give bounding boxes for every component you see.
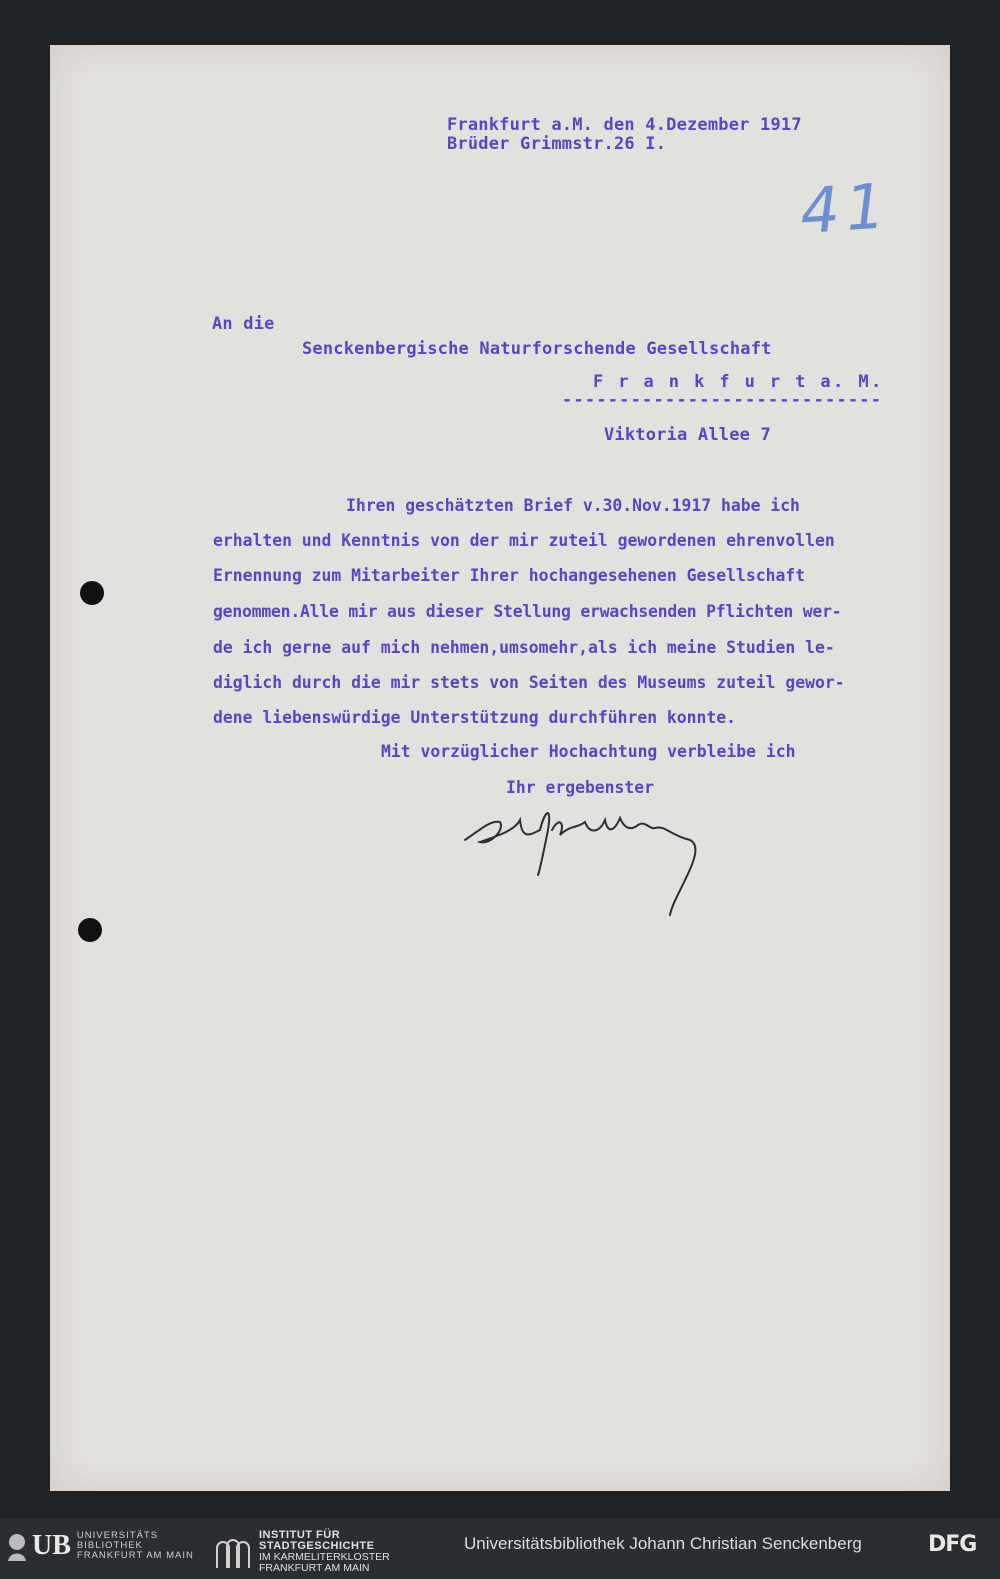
ub-letters: UB <box>32 1530 71 1561</box>
body-line-1: Ihren geschätzten Brief v.30.Nov.1917 habe ich <box>346 496 800 515</box>
letter-header-address: Brüder Grimmstr.26 I. <box>447 134 667 154</box>
isg-text-line4: FRANKFURT AM MAIN <box>259 1562 370 1574</box>
body-line-4: genommen.Alle mir aus dieser Stellung erwachsenden Pflichten wer- <box>213 602 842 621</box>
punch-hole-bottom <box>78 918 102 942</box>
ub-text-line1: UNIVERSITÄTS <box>76 1530 159 1541</box>
isg-text-line1: INSTITUT FÜR <box>259 1529 341 1541</box>
footer-title: Universitätsbibliothek Johann Christian Senckenberg <box>464 1534 862 1553</box>
isg-text-line3: IM KARMELITERKLOSTER <box>259 1551 390 1563</box>
isg-text-line2: STADTGESCHICHTE <box>259 1540 375 1552</box>
ub-logo <box>6 1530 194 1562</box>
handwritten-signature <box>460 800 720 924</box>
arches-icon <box>215 1534 251 1570</box>
closing-line: Mit vorzüglicher Hochachtung verbleibe ich <box>381 742 796 761</box>
ub-text <box>77 1531 194 1561</box>
closing-line-2: Ihr ergebenster <box>506 778 655 797</box>
letter-page <box>50 45 950 1491</box>
addressee-intro: An die <box>212 314 275 334</box>
footer-bar <box>0 1518 1000 1579</box>
addressee-city: F r a n k f u r t a. M. <box>593 372 884 392</box>
isg-logo <box>215 1530 390 1574</box>
letter-header-date: Frankfurt a.M. den 4.Dezember 1917 <box>447 115 802 135</box>
ub-text-line3: FRANKFURT AM MAIN <box>76 1550 194 1561</box>
folio-number: 41 <box>797 168 894 249</box>
body-line-2: erhalten und Kenntnis von der mir zuteil gewordenen ehrenvollen <box>213 531 835 550</box>
body-line-3: Ernennung zum Mitarbeiter Ihrer hochangesehenen Gesellschaft <box>213 566 806 585</box>
body-line-6: diglich durch die mir stets von Seiten des Museums zuteil gewor- <box>213 673 845 692</box>
ub-text-line2: BIBLIOTHEK <box>76 1540 143 1551</box>
body-line-5: de ich gerne auf mich nehmen,umsomehr,als ich meine Studien le- <box>213 638 835 657</box>
dfg-logo: DFG <box>928 1532 977 1557</box>
body-line-7: dene liebenswürdige Unterstützung durchführen konnte. <box>213 708 737 727</box>
addressee-name: Senckenbergische Naturforschende Gesellschaft <box>302 339 772 359</box>
punch-hole-top <box>80 581 104 605</box>
goethe-portrait-icon <box>6 1531 28 1561</box>
addressee-underline: ---------------------------- <box>562 390 883 410</box>
addressee-street: Viktoria Allee 7 <box>604 425 771 445</box>
isg-text <box>259 1530 390 1574</box>
